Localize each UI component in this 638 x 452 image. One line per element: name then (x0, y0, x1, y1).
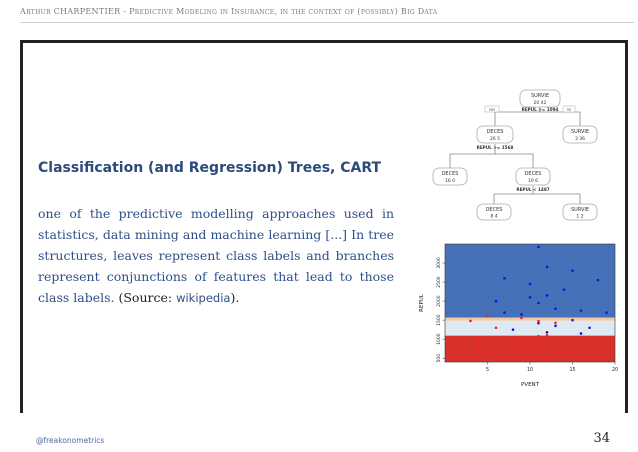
chart-point-0-3 (597, 279, 600, 282)
svg-text:DECES: DECES (524, 171, 542, 177)
chart-point-0-18 (512, 328, 515, 331)
y-tick-label-0: 500 (437, 353, 442, 363)
decision-tree-diagram (420, 82, 620, 222)
svg-text:26 5: 26 5 (489, 137, 501, 142)
svg-text:DECES: DECES (486, 129, 504, 135)
svg-text:8 4: 8 4 (490, 214, 498, 220)
slide-body (38, 203, 394, 309)
chart-point-1-23 (563, 338, 566, 341)
chart-point-1-11 (503, 345, 506, 348)
y-tick-label-1: 1000 (437, 333, 442, 345)
chart-point-1-25 (597, 342, 600, 345)
x-axis-label: PVENT (520, 382, 540, 388)
node-root-label: SURVIE (530, 93, 550, 99)
branch-yes-label: yes (488, 107, 496, 112)
y-tick-label-4: 2500 (437, 276, 442, 288)
chart-point-1-27 (503, 338, 506, 341)
chart-point-0-13 (520, 313, 523, 316)
footer-handle: @freakonometrics (36, 436, 105, 445)
tree-node-survie-1 (563, 126, 597, 143)
split-2-label: REPUL >= 1568 (476, 145, 514, 150)
chart-point-0-8 (495, 300, 498, 303)
chart-point-1-17 (512, 355, 515, 358)
svg-text:DECES: DECES (441, 171, 459, 177)
chart-point-1-6 (478, 336, 481, 339)
svg-text:1 2: 1 2 (576, 214, 584, 220)
x-tick-label-3: 20 (611, 368, 619, 373)
source-suffix: ). (230, 290, 240, 305)
svg-text:3 36: 3 36 (574, 137, 586, 142)
svg-text:10 6: 10 6 (527, 179, 539, 184)
y-tick-label-2: 1500 (437, 314, 442, 326)
x-axis-ticks (486, 362, 618, 373)
svg-text:SURVIE: SURVIE (570, 207, 590, 213)
chart-point-1-7 (512, 340, 515, 343)
chart-point-0-10 (554, 307, 557, 310)
chart-point-1-16 (486, 353, 489, 356)
chart-point-1-1 (486, 314, 489, 317)
chart-point-0-19 (546, 331, 549, 334)
chart-point-0-16 (554, 325, 557, 328)
tree-node-deces-3 (516, 168, 550, 185)
chart-point-1-22 (537, 335, 540, 338)
branch-yes-badge (485, 106, 499, 112)
chart-point-1-19 (546, 358, 549, 361)
body-line-5: to those class labels. (38, 269, 394, 305)
chart-point-0-20 (503, 311, 506, 314)
source-prefix: (Source: (118, 290, 177, 305)
header-rule (20, 22, 634, 23)
chart-point-1-28 (529, 345, 532, 348)
chart-point-1-9 (546, 342, 549, 345)
chart-point-0-1 (546, 266, 549, 269)
chart-point-0-2 (571, 269, 574, 272)
chart-point-1-29 (546, 334, 549, 337)
page-number: 34 (593, 431, 610, 446)
node-root-counts: 20 42 (533, 101, 547, 106)
chart-point-0-17 (588, 326, 591, 329)
chart-point-1-26 (478, 346, 481, 349)
chart-point-0-9 (537, 302, 540, 305)
chart-point-1-24 (580, 340, 583, 343)
body-line-3: In tree structures, leaves represent class labels and (38, 227, 394, 263)
chart-point-1-3 (537, 320, 540, 323)
chart-point-0-4 (503, 277, 506, 280)
chart-point-1-10 (563, 344, 566, 347)
tree-node-survie-2 (563, 204, 597, 220)
chart-point-0-22 (580, 332, 583, 335)
x-tick-label-2: 15 (569, 368, 576, 373)
chart-point-1-2 (520, 317, 523, 320)
split-1-label: REPUL >= 1094 (521, 107, 559, 112)
chart-point-1-15 (571, 352, 574, 355)
chart-point-1-14 (554, 351, 557, 354)
chart-point-1-20 (495, 342, 498, 345)
header-title: Arthur CHARPENTIER - Predictive Modeling in Insurance, in the context of (possibly) Big Data (20, 7, 438, 16)
chart-point-1-13 (537, 349, 540, 352)
tree-node-deces-2 (433, 168, 467, 185)
tree-node-root (520, 90, 560, 107)
svg-text:16 0: 16 0 (444, 179, 456, 184)
body-line-4: branches represent conjunctions of features that lead (38, 248, 394, 284)
y-tick-label-5: 3000 (437, 257, 442, 269)
svg-text:DECES: DECES (485, 207, 503, 213)
scatter-chart (415, 240, 623, 392)
tree-node-deces-4 (477, 204, 511, 220)
chart-point-0-14 (571, 319, 574, 322)
body-line-1: one of the predictive modelling approaches used in (38, 206, 394, 221)
chart-point-0-6 (563, 288, 566, 291)
chart-point-0-12 (605, 311, 608, 314)
chart-regions (445, 244, 615, 362)
y-axis-ticks (436, 257, 445, 362)
chart-point-1-0 (469, 320, 472, 323)
split-3-label: REPUL < 1487 (516, 187, 550, 192)
chart-point-0-0 (537, 246, 540, 249)
svg-text:SURVIE: SURVIE (570, 129, 590, 135)
branch-no-badge (563, 106, 575, 112)
chart-point-1-5 (495, 326, 498, 329)
chart-point-1-21 (520, 337, 523, 340)
slide-title: Classification (and Regression) Trees, CART (38, 160, 382, 176)
x-tick-label-1: 10 (526, 368, 534, 373)
chart-point-1-18 (529, 356, 532, 359)
chart-point-1-8 (529, 338, 532, 341)
branch-no-label: no (566, 107, 572, 112)
wikipedia-link[interactable]: wikipedia (176, 291, 231, 305)
chart-point-0-5 (529, 283, 532, 286)
tree-node-deces-1 (477, 126, 513, 143)
chart-point-0-11 (580, 309, 583, 312)
tree-edges (450, 106, 580, 204)
x-tick-label-0: 5 (485, 368, 490, 373)
chart-point-0-7 (546, 294, 549, 297)
chart-region-3 (445, 244, 615, 318)
y-axis-label: REPUL (419, 294, 425, 312)
chart-point-1-12 (520, 347, 523, 350)
y-tick-label-3: 2000 (437, 295, 442, 307)
chart-point-0-21 (529, 296, 532, 299)
chart-point-1-4 (554, 321, 557, 324)
body-line-2: statistics, data mining and machine learning [...] (38, 227, 348, 242)
